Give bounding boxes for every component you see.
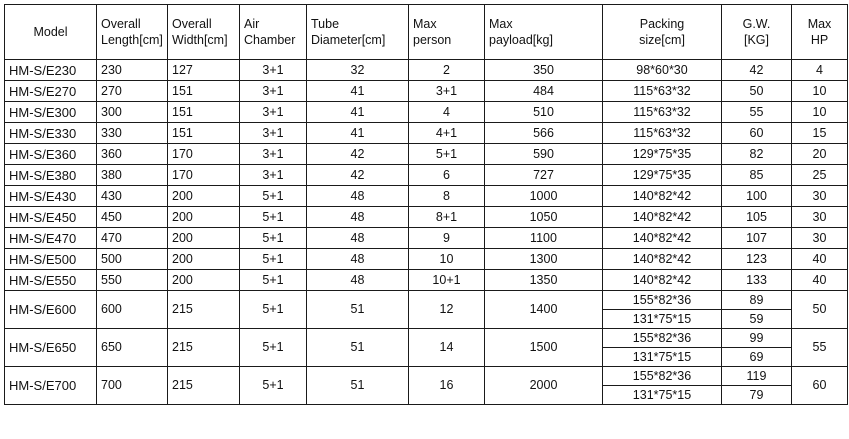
cell-tube-diameter: 32 [307,60,409,81]
cell-gross-weight: 55 [722,102,792,123]
cell-width: 170 [168,144,240,165]
cell-tube-diameter: 48 [307,228,409,249]
cell-width: 200 [168,228,240,249]
cell-gross-weight: 69 [722,348,792,367]
cell-max-person: 5+1 [409,144,485,165]
cell-packing-size: 129*75*35 [603,144,722,165]
cell-tube-diameter: 48 [307,207,409,228]
header-max-payload: Max payload[kg] [485,5,603,60]
cell-model: HM-S/E450 [5,207,97,228]
cell-packing-size: 155*82*36 [603,367,722,386]
cell-max-payload: 1050 [485,207,603,228]
cell-tube-diameter: 51 [307,367,409,405]
cell-model: HM-S/E600 [5,291,97,329]
cell-max-hp: 40 [792,249,848,270]
cell-air-chamber: 5+1 [240,186,307,207]
header-max-person: Max person [409,5,485,60]
cell-air-chamber: 5+1 [240,228,307,249]
cell-length: 300 [97,102,168,123]
cell-gross-weight: 133 [722,270,792,291]
cell-gross-weight: 59 [722,310,792,329]
cell-packing-size: 115*63*32 [603,81,722,102]
table-body [5,60,848,405]
cell-width: 215 [168,367,240,405]
cell-max-payload: 566 [485,123,603,144]
cell-tube-diameter: 42 [307,165,409,186]
cell-max-person: 9 [409,228,485,249]
cell-max-person: 4+1 [409,123,485,144]
cell-width: 200 [168,207,240,228]
cell-max-hp: 10 [792,81,848,102]
cell-model: HM-S/E700 [5,367,97,405]
cell-air-chamber: 5+1 [240,270,307,291]
cell-packing-size: 131*75*15 [603,348,722,367]
header-overall-width: Overall Width[cm] [168,5,240,60]
cell-length: 470 [97,228,168,249]
cell-max-person: 10 [409,249,485,270]
cell-packing-size: 140*82*42 [603,228,722,249]
cell-max-hp: 30 [792,228,848,249]
cell-packing-size: 115*63*32 [603,123,722,144]
cell-model: HM-S/E300 [5,102,97,123]
cell-tube-diameter: 48 [307,270,409,291]
cell-max-payload: 510 [485,102,603,123]
cell-tube-diameter: 41 [307,102,409,123]
cell-max-payload: 1350 [485,270,603,291]
cell-packing-size: 98*60*30 [603,60,722,81]
cell-gross-weight: 100 [722,186,792,207]
cell-length: 330 [97,123,168,144]
cell-max-person: 4 [409,102,485,123]
cell-air-chamber: 5+1 [240,249,307,270]
cell-max-person: 2 [409,60,485,81]
cell-tube-diameter: 41 [307,123,409,144]
cell-max-payload: 1000 [485,186,603,207]
cell-length: 270 [97,81,168,102]
cell-air-chamber: 3+1 [240,165,307,186]
cell-model: HM-S/E500 [5,249,97,270]
cell-model: HM-S/E330 [5,123,97,144]
cell-max-person: 3+1 [409,81,485,102]
cell-packing-size: 140*82*42 [603,249,722,270]
cell-air-chamber: 3+1 [240,81,307,102]
cell-max-person: 16 [409,367,485,405]
cell-air-chamber: 3+1 [240,102,307,123]
cell-max-payload: 1300 [485,249,603,270]
cell-length: 430 [97,186,168,207]
cell-gross-weight: 82 [722,144,792,165]
cell-max-hp: 30 [792,207,848,228]
cell-max-hp: 30 [792,186,848,207]
cell-length: 600 [97,291,168,329]
cell-gross-weight: 119 [722,367,792,386]
cell-gross-weight: 50 [722,81,792,102]
cell-model: HM-S/E550 [5,270,97,291]
header-packing-size: Packing size[cm] [603,5,722,60]
cell-packing-size: 129*75*35 [603,165,722,186]
cell-packing-size: 140*82*42 [603,186,722,207]
cell-air-chamber: 3+1 [240,144,307,165]
spec-table [4,4,848,405]
cell-max-payload: 1100 [485,228,603,249]
cell-max-person: 10+1 [409,270,485,291]
cell-width: 215 [168,329,240,367]
cell-max-hp: 60 [792,367,848,405]
cell-max-payload: 727 [485,165,603,186]
cell-max-hp: 10 [792,102,848,123]
table-row [5,249,848,270]
cell-air-chamber: 3+1 [240,123,307,144]
cell-model: HM-S/E430 [5,186,97,207]
header-model: Model [5,5,97,60]
cell-width: 215 [168,291,240,329]
cell-air-chamber: 5+1 [240,207,307,228]
cell-max-hp: 20 [792,144,848,165]
cell-width: 170 [168,165,240,186]
cell-model: HM-S/E230 [5,60,97,81]
table-row [5,270,848,291]
cell-max-hp: 25 [792,165,848,186]
table-row [5,102,848,123]
cell-gross-weight: 107 [722,228,792,249]
cell-max-hp: 55 [792,329,848,367]
table-row [5,81,848,102]
cell-max-payload: 484 [485,81,603,102]
cell-model: HM-S/E270 [5,81,97,102]
cell-max-hp: 50 [792,291,848,329]
cell-length: 360 [97,144,168,165]
cell-width: 151 [168,123,240,144]
header-air-chamber: Air Chamber [240,5,307,60]
table-row [5,291,848,310]
cell-gross-weight: 79 [722,386,792,405]
table-row [5,144,848,165]
cell-gross-weight: 60 [722,123,792,144]
cell-model: HM-S/E470 [5,228,97,249]
cell-air-chamber: 5+1 [240,329,307,367]
cell-air-chamber: 3+1 [240,60,307,81]
cell-max-person: 8+1 [409,207,485,228]
cell-width: 151 [168,102,240,123]
cell-tube-diameter: 42 [307,144,409,165]
cell-max-hp: 15 [792,123,848,144]
header-max-hp: Max HP [792,5,848,60]
cell-tube-diameter: 48 [307,186,409,207]
header-row [5,5,848,60]
table-row [5,228,848,249]
cell-length: 380 [97,165,168,186]
cell-max-payload: 1500 [485,329,603,367]
header-tube-diameter: Tube Diameter[cm] [307,5,409,60]
header-gross-weight: G.W. [KG] [722,5,792,60]
cell-max-person: 6 [409,165,485,186]
cell-model: HM-S/E360 [5,144,97,165]
cell-length: 650 [97,329,168,367]
cell-air-chamber: 5+1 [240,367,307,405]
cell-max-hp: 40 [792,270,848,291]
cell-max-payload: 350 [485,60,603,81]
cell-gross-weight: 89 [722,291,792,310]
table-row [5,165,848,186]
cell-air-chamber: 5+1 [240,291,307,329]
cell-max-payload: 1400 [485,291,603,329]
cell-gross-weight: 42 [722,60,792,81]
table-row [5,329,848,348]
cell-packing-size: 115*63*32 [603,102,722,123]
cell-length: 700 [97,367,168,405]
cell-width: 200 [168,270,240,291]
table-row [5,60,848,81]
cell-width: 127 [168,60,240,81]
cell-packing-size: 131*75*15 [603,310,722,329]
cell-length: 550 [97,270,168,291]
cell-max-hp: 4 [792,60,848,81]
cell-tube-diameter: 48 [307,249,409,270]
cell-model: HM-S/E650 [5,329,97,367]
cell-length: 450 [97,207,168,228]
cell-max-payload: 590 [485,144,603,165]
cell-packing-size: 155*82*36 [603,329,722,348]
cell-length: 500 [97,249,168,270]
cell-gross-weight: 85 [722,165,792,186]
cell-tube-diameter: 41 [307,81,409,102]
table-row [5,367,848,386]
cell-model: HM-S/E380 [5,165,97,186]
cell-length: 230 [97,60,168,81]
cell-max-person: 12 [409,291,485,329]
cell-packing-size: 131*75*15 [603,386,722,405]
table-row [5,123,848,144]
cell-width: 200 [168,186,240,207]
cell-gross-weight: 123 [722,249,792,270]
header-overall-length: Overall Length[cm] [97,5,168,60]
cell-gross-weight: 105 [722,207,792,228]
cell-max-person: 8 [409,186,485,207]
cell-gross-weight: 99 [722,329,792,348]
cell-packing-size: 140*82*42 [603,270,722,291]
cell-width: 200 [168,249,240,270]
cell-packing-size: 140*82*42 [603,207,722,228]
cell-max-payload: 2000 [485,367,603,405]
table-row [5,186,848,207]
table-header [5,5,848,60]
table-row [5,207,848,228]
cell-packing-size: 155*82*36 [603,291,722,310]
cell-max-person: 14 [409,329,485,367]
cell-width: 151 [168,81,240,102]
cell-tube-diameter: 51 [307,329,409,367]
cell-tube-diameter: 51 [307,291,409,329]
